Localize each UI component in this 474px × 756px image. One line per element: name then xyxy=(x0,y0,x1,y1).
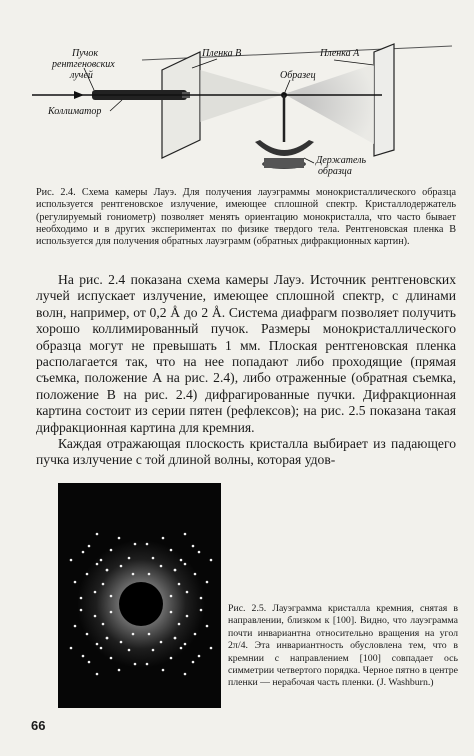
diffraction-spot xyxy=(198,551,201,554)
film-a-panel xyxy=(374,44,394,156)
diffraction-spot xyxy=(148,633,151,636)
diffraction-spot xyxy=(128,557,131,560)
film-b-panel xyxy=(162,52,200,158)
diffraction-spot xyxy=(120,641,123,644)
label-film-a: Пленка A xyxy=(320,48,360,59)
figure-2-5-caption: Рис. 2.5. Лауэграмма кристалла кремния, снятая в направлении, близком к [100]. Видно, что лауэграмма почти инвариантна относительно вращения на угол 2π/4. Эта инвариантность обусловлена тем, что в кремнии с направлением [100] совпадает ось симметрии четвертого порядка. Черное пятно в центре пленки — нерабочая часть пленки. (J. Washburn.) xyxy=(228,603,458,689)
diffraction-spot xyxy=(100,559,103,562)
diffraction-spot xyxy=(174,637,177,640)
diffraction-spot xyxy=(74,625,77,628)
figure-2-4-caption: Рис. 2.4. Схема камеры Лауэ. Для получения лауэграммы монокристаллического образца используется рентгеновское излучение, имеющее сплошной спектр. Кристаллодержатель (регулируемый гониометр) позволяет менять ориентацию монокристалла, что часто бывает необходимо и в других экспериментах по физике твердого тела. Рентгеновская пленка B используется для получения обратных лауэграмм (обратных дифракционных картин). xyxy=(36,187,456,248)
diffraction-spot xyxy=(120,565,123,568)
diffraction-spot xyxy=(194,573,197,576)
diffraction-spot xyxy=(100,647,103,650)
diffraction-spot xyxy=(118,669,121,672)
diffraction-spot xyxy=(102,623,105,626)
laue-camera-diagram xyxy=(22,10,462,180)
diffraction-spot xyxy=(162,537,165,540)
label-collimator: Коллиматор xyxy=(48,106,102,117)
diffraction-spot xyxy=(96,563,99,566)
diffraction-spot xyxy=(146,663,149,666)
diffraction-spot xyxy=(148,573,151,576)
diffraction-spot xyxy=(110,549,113,552)
diffraction-spot xyxy=(82,551,85,554)
diffraction-spot xyxy=(210,647,213,650)
diffraction-spot xyxy=(132,573,135,576)
diffraction-spot xyxy=(200,609,203,612)
laue-pattern-photo xyxy=(58,483,221,708)
diffraction-spot xyxy=(106,569,109,572)
label-beam-1: Пучок xyxy=(72,48,99,59)
diffraction-spot xyxy=(194,633,197,636)
diffraction-spot xyxy=(184,643,187,646)
diffraction-spot xyxy=(132,633,135,636)
diffraction-spot xyxy=(86,633,89,636)
label-beam-3: лучей xyxy=(70,70,93,81)
diffraction-spot xyxy=(70,647,73,650)
diffraction-spot xyxy=(184,533,187,536)
diffraction-spot xyxy=(170,595,173,598)
diffraction-spot xyxy=(110,657,113,660)
label-sample: Образец xyxy=(280,70,316,81)
diffraction-spot xyxy=(192,661,195,664)
diffraction-spot xyxy=(178,623,181,626)
diffraction-spot xyxy=(160,641,163,644)
diffraction-spot xyxy=(128,649,131,652)
diffraction-spot xyxy=(206,581,209,584)
diffraction-spot xyxy=(186,591,189,594)
label-film-b: Пленка B xyxy=(202,48,242,59)
diffraction-spot xyxy=(174,569,177,572)
diffraction-spot xyxy=(206,625,209,628)
label-beam-2: рентгеновских xyxy=(52,59,115,70)
diffraction-spot xyxy=(162,669,165,672)
diffraction-spot xyxy=(110,595,113,598)
diffraction-spot xyxy=(106,637,109,640)
diffraction-spot xyxy=(192,545,195,548)
paragraph: На рис. 2.4 показана схема камеры Лауэ. Источник рентгеновских лучей испускает излучение, имеющее сплошной спектр, с длинами волн, например, от 0,2 Å до 2 Å. Система диафрагм позволяет получить хорошо коллимированный пучок. Размеры монокристаллического образца могут не превышать 1 мм. Плоская рентгеновская пленка располагается так, что на нее попадают либо проходящие (прямая съемка, положение A на рис. 2.4), либо отраженные (обратная съемка, положение B на рис. 2.4) дифрагированные пучки. Дифракционная картина состоит из серии пятен (рефлексов); на рис. 2.5 показана такая дифракционная картина для кремния. xyxy=(36,272,456,435)
diffraction-spot xyxy=(170,657,173,660)
diffraction-spot xyxy=(178,583,181,586)
diffraction-spot xyxy=(146,543,149,546)
diffraction-spot xyxy=(118,537,121,540)
diffraction-spot xyxy=(184,563,187,566)
diffraction-spot xyxy=(198,655,201,658)
diffraction-spot xyxy=(86,573,89,576)
diffraction-spot xyxy=(134,663,137,666)
diffraction-spot xyxy=(74,581,77,584)
diffraction-spot xyxy=(94,591,97,594)
diffraction-spot xyxy=(96,533,99,536)
diffraction-spot xyxy=(134,543,137,546)
diffraction-spot xyxy=(184,673,187,676)
label-holder-2: образца xyxy=(318,166,352,177)
diffraction-spot xyxy=(152,649,155,652)
diffraction-spot xyxy=(80,597,83,600)
diffraction-spot xyxy=(200,597,203,600)
diffraction-spot xyxy=(180,647,183,650)
central-spot xyxy=(119,582,163,626)
diffraction-spot xyxy=(70,559,73,562)
diffraction-spot xyxy=(96,643,99,646)
diffraction-spot xyxy=(170,611,173,614)
diffraction-spot xyxy=(94,615,97,618)
sample-holder xyxy=(255,140,314,156)
diffraction-spot xyxy=(102,583,105,586)
diffraction-spot xyxy=(152,557,155,560)
diffraction-spot xyxy=(180,559,183,562)
diffraction-spot xyxy=(210,559,213,562)
main-text xyxy=(36,272,456,469)
diffraction-spot xyxy=(88,545,91,548)
diffraction-spot xyxy=(110,611,113,614)
page-number: 66 xyxy=(31,718,46,733)
diffraction-spot xyxy=(96,673,99,676)
diffraction-spot xyxy=(88,661,91,664)
diffraction-spot xyxy=(170,549,173,552)
diffraction-spot xyxy=(82,655,85,658)
diffraction-spot xyxy=(160,565,163,568)
paragraph: Каждая отражающая плоскость кристалла выбирает из падающего пучка излучение с той длиной волны, которая удов- xyxy=(36,436,456,468)
diffraction-spot xyxy=(80,609,83,612)
diffraction-spot xyxy=(186,615,189,618)
label-holder-1: Держатель xyxy=(316,155,367,166)
